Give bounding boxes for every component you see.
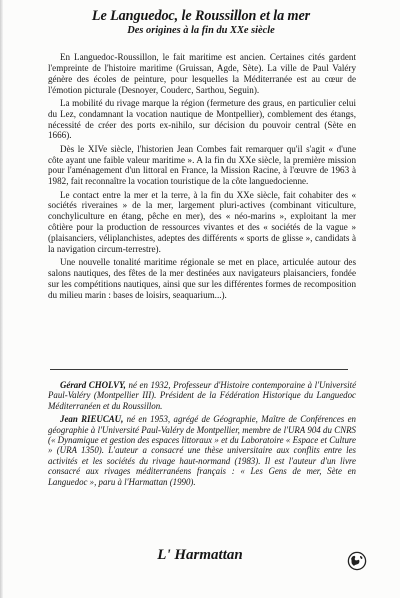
paragraph: Dès le XIVe siècle, l'historien Jean Combes fait remarquer qu'il s'agit « d'une côte ayant une faible valeur maritime ». A la fin du XXe siècle, la première mission pour l'aménagement d'un littoral en France, la Mission Racine, à l'œuvre de 1963 à 1982, fait reconnaître la vocation touristique de la côte languedocienne. — [48, 143, 356, 187]
title-block — [40, 8, 362, 37]
author-bio-text: né en 1932, Professeur d'Histoire contemporaine à l'Université Paul-Valéry (Montpellier III). Président de la Fédération Historique du Languedoc Méditerranéen et du Roussillon. — [48, 380, 357, 411]
author-bio-text: né en 1953, agrégé de Géographie, Maître de Conférences en géographie à l'Université Paul-Valéry de Montpellier, membre de l'URA 904 du CNRS (« Dynamique et gestion des espaces littoraux » et du Laboratoire « Espace et Culture » (URA 1350). L'auteur a consacré une thèse universitaire aux conflits entre les activités et les sociétés du rivage haut-normand (1983). Il est l'auteur d'un livre consacré aux rivages méditerranéens français : « Les Gens de mer, Sète en Languedoc », paru à l'Harmattan (1990). — [48, 414, 356, 487]
divider-line — [50, 369, 348, 370]
author-bio — [48, 414, 356, 487]
book-subtitle: Des origines à la fin du XXe siècle — [127, 25, 275, 36]
book-title: Le Languedoc, le Roussillon et la mer — [91, 8, 311, 24]
author-name: Gérard CHOLVY, — [60, 380, 126, 390]
paragraph: La mobilité du rivage marque la région (fermeture des graus, en particulier celui du Lez, condamnant la vocation nautique de Montpellier), comblement des étangs, nécessité de créer des ports ex-nihilo, sur décision du pouvoir central (Sète en 1666). — [48, 97, 356, 141]
paragraph: Une nouvelle tonalité maritime régionale se met en place, articulée autour des salons nautiques, des fêtes de la mer destinées aux navigateurs plaisanciers, fondée sur les compétitions nautiques, ainsi que sur les différentes formes de recomposition du milieu marin : bases de loisirs, seaquarium...). — [48, 257, 356, 300]
paragraph: Le contact entre la mer et la terre, à la fin du XXe siècle, fait cohabiter des « sociétés riveraines » de la mer, largement pluri-actives (combinant viticulture, conchyliculture en étang, pêche en mer), des « néo-marins », exploitant la mer côtière pour la production de ressources vivantes et des « sociétés de la vague » (plaisanciers, véliplanchistes, adeptes des différents « sports de glisse », candidats à la navigation circum-terrestre). — [48, 189, 356, 254]
globe-logo-icon — [347, 551, 367, 571]
summary-text — [48, 52, 356, 303]
author-name: Jean RIEUCAU, — [60, 414, 124, 425]
page-edge — [0, 0, 3, 598]
publisher-name: L' Harmattan — [157, 547, 243, 563]
paragraph: En Languedoc-Roussillon, le fait maritime est ancien. Certaines cités gardent l'empreinte de l'histoire maritime (Gruissan, Agde, Sète). La ville de Paul Valéry génère des écoles de peinture, pour lesquelles la Méditerranée est au cœur de l'émotion picturale (Desnoyer, Couderc, Sarthou, Seguin). — [48, 52, 356, 95]
author-bio — [48, 380, 356, 411]
author-bios — [48, 380, 356, 490]
